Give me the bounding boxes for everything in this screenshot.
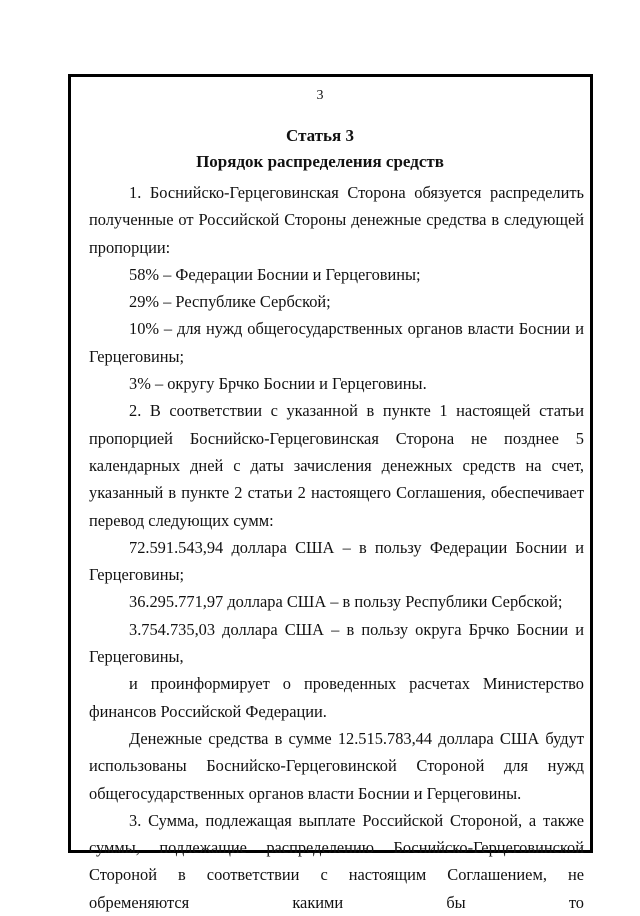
paragraph-2: 58% – Федерации Боснии и Герцеговины; (129, 264, 421, 284)
paragraph-11: Денежные средства в сумме 12.515.783,44 доллара США будут использованы Боснийско-Герцеговинской Стороной для нужд общегосударственных органов власти Боснии и Герцеговины. (89, 728, 584, 803)
paragraph-12: 3. Сумма, подлежащая выплате Российской Стороной, а также суммы, подлежащие распределению Боснийско-Герцеговинской Стороной в соответствии с настоящим Соглашением, не обременяются какими бы то (89, 810, 584, 912)
page-number: 3 (316, 88, 324, 103)
paragraph-7: 72.591.543,94 доллара США – в пользу Федерации Боснии и Герцеговины; (89, 537, 584, 585)
article-title: Статья 3 (286, 126, 354, 145)
paragraph-3: 29% – Республике Сербской; (129, 292, 331, 312)
paragraph-8: 36.295.771,97 доллара США – в пользу Республики Сербской; (129, 592, 563, 612)
paragraph-9: 3.754.735,03 доллара США – в пользу округа Брчко Боснии и Герцеговины, (89, 619, 584, 667)
paragraph-10: и проинформирует о проведенных расчетах Министерство финансов Российской Федерации. (89, 674, 584, 721)
article-body (89, 179, 584, 916)
paragraph-6: 2. В соответствии с указанной в пункте 1 настоящей статьи пропорцией Боснийско-Герцеговинская Сторона не позднее 5 календарных дней с даты зачисления денежных средств на счет, указанный в пункте 2 статьи 2 настоящего Соглашения, обеспечивает перевод следующих сумм: (89, 401, 584, 530)
paragraph-5: 3% – округу Брчко Боснии и Герцеговины. (129, 374, 427, 394)
paragraph-4: 10% – для нужд общегосударственных органов власти Боснии и Герцеговины; (89, 319, 584, 366)
article-subtitle: Порядок распределения средств (196, 152, 444, 171)
paragraph-1: 1. Боснийско-Герцеговинская Сторона обязуется распределить полученные от Российской Стороны денежные средства в следующей пропорции: (89, 183, 584, 257)
